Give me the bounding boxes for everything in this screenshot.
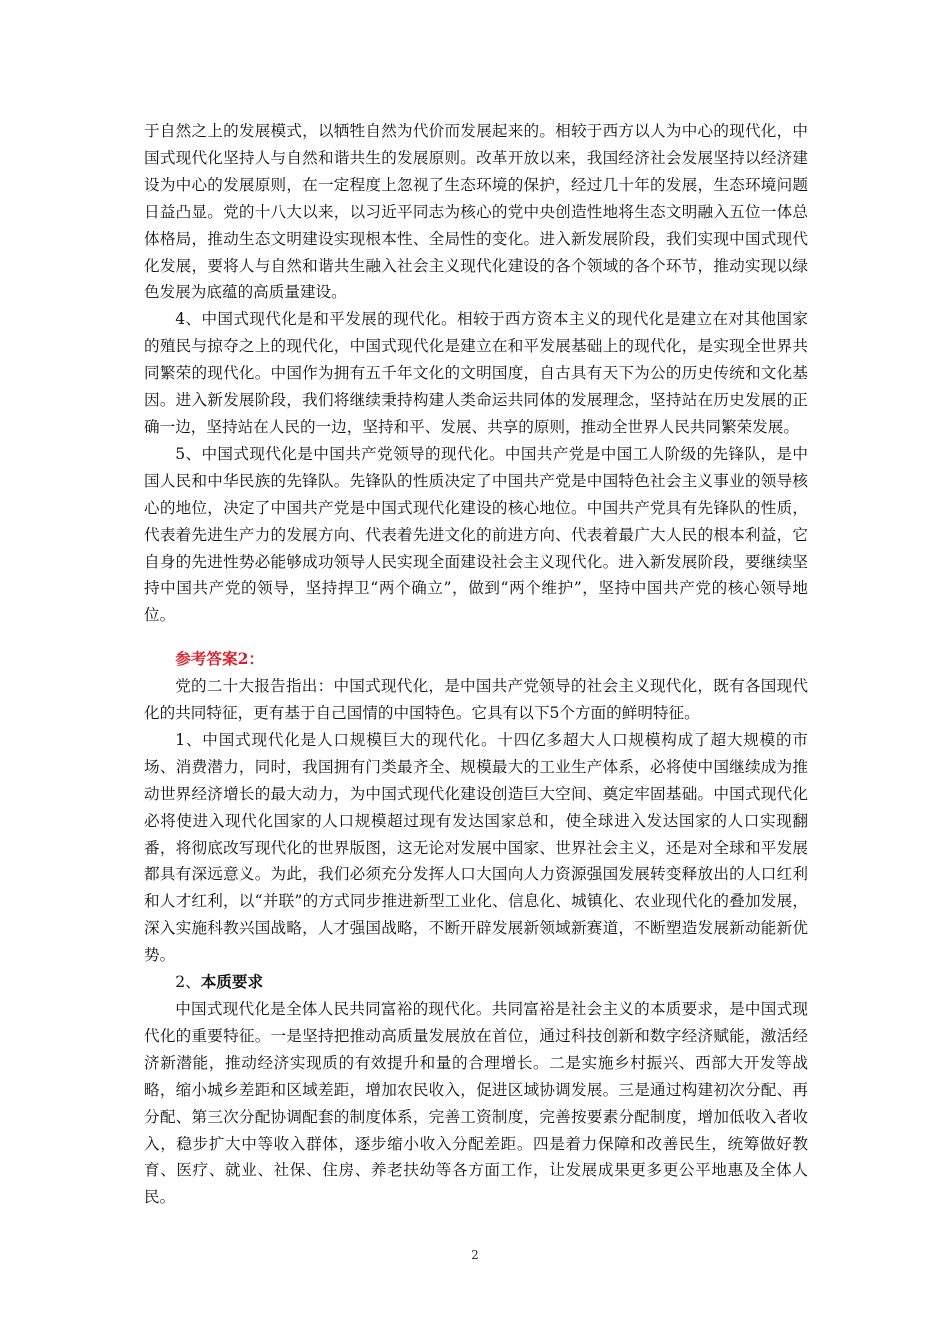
paragraph-party-leadership: 5、中国式现代化是中国共产党领导的现代化。中国共产党是中国工人阶级的先锋队，是中国人民和中华民族的先锋队。先锋队的性质决定了中国共产党是中国特色社会主义事业的领导核心的地位，决定了中国共产党是中国式现代化建设的核心地位。中国共产党具有先锋队的性质，代表着先进生产力的发展方向、代表着先进文化的前进方向、代表着最广大人民的根本利益，它自身的先进性势必能够成功领导人民实现全面建设社会主义现代化。进入新发展阶段，要继续坚持中国共产党的领导，坚持捍卫“两个确立”，做到“两个维护”，坚持中国共产党的核心领导地位。 <box>144 444 808 625</box>
subheading-title: 本质要求 <box>200 972 264 992</box>
paragraph-ecology-continued: 于自然之上的发展模式，以牺牲自然为代价而发展起来的。相较于西方以人为中心的现代化，中国式现代化坚持人与自然和谐共生的发展原则。改革开放以来，我国经济社会发展坚持以经济建设为中心的发展原则，在一定程度上忽视了生态环境的保护，经过几十年的发展，生态环境问题日益凸显。党的十八大以来，以习近平同志为核心的党中央创造性地将生态文明融入五位一体总体格局，推动生态文明建设实现根本性、全局性的变化。进入新发展阶段，我们实现中国式现代化发展，要将人与自然和谐共生融入社会主义现代化建设的各个领域的各个环节，推动实现以绿色发展为底蕴的高质量建设。 <box>144 122 808 302</box>
paragraph-peaceful-development: 4、中国式现代化是和平发展的现代化。相较于西方资本主义的现代化是建立在对其他国家的殖民与掠夺之上的现代化，中国式现代化是建立在和平发展基础上的现代化，是实现全世界共同繁荣的现代化。中国作为拥有五千年文化的文明国度，自古具有天下为公的历史传统和文化基因。进入新发展阶段，我们将继续秉持构建人类命运共同体的发展理念，坚持站在历史发展的正确一边，坚持站在人民的一边，坚持和平、发展、共享的原则，推动全世界人民共同繁荣发展。 <box>144 310 808 436</box>
document-body <box>144 118 808 1211</box>
subheading-number: 2、 <box>175 973 201 992</box>
paragraph-population-scale: 1、中国式现代化是人口规模巨大的现代化。十四亿多超大人口规模构成了超大规模的市场、消费潜力，同时，我国拥有门类最齐全、规模最大的工业生产体系，必将使中国继续成为推动世界经济增长的最大动力，为中国式现代化建设创造巨大空间、奠定牢固基础。中国式现代化必将使进入现代化国家的人口规模超过现有发达国家总和，使全球进入发达国家的人口实现翻番，将彻底改写现代化的世界版图，这无论对发展中国家、世界社会主义，还是对全球和平发展都具有深远意义。为此，我们必须充分发挥人口大国向人力资源强国发展转变释放出的人口红利和人才红利，以“并联”的方式同步推进新型工业化、信息化、城镇化、农业现代化的叠加发展，深入实施科教兴国战略，人才强国战略，不断开辟发展新领域新赛道，不断塑造发展新动能新优势。 <box>144 730 808 965</box>
paragraph-common-prosperity: 中国式现代化是全体人民共同富裕的现代化。共同富裕是社会主义的本质要求，是中国式现代化的重要特征。一是坚持把推动高质量发展放在首位，通过科技创新和数字经济赋能，激活经济新潜能，推动经济实现质的有效提升和量的合理增长。二是实施乡村振兴、西部大开发等战略，缩小城乡差距和区域差距，增加农民收入，促进区域协调发展。三是通过构建初次分配、再分配、第三次分配协调配套的制度体系，完善工资制度，完善按要素分配制度，增加低收入者收入，稳步扩大中等收入群体，逐步缩小收入分配差距。四是着力保障和改善民生，统筹做好教育、医疗、就业、社保、住房、养老扶幼等各方面工作，让发展成果更多更公平地惠及全体人民。 <box>144 1000 808 1207</box>
page-number: 2 <box>471 1248 479 1262</box>
subheading-essential-requirement <box>144 969 808 996</box>
paragraph-report-intro: 党的二十大报告指出：中国式现代化，是中国共产党领导的社会主义现代化，既有各国现代化的共同特征，更有基于自己国情的中国特色。它具有以下5个方面的鲜明特征。 <box>144 677 808 723</box>
answer-heading: 参考答案2： <box>175 649 265 669</box>
